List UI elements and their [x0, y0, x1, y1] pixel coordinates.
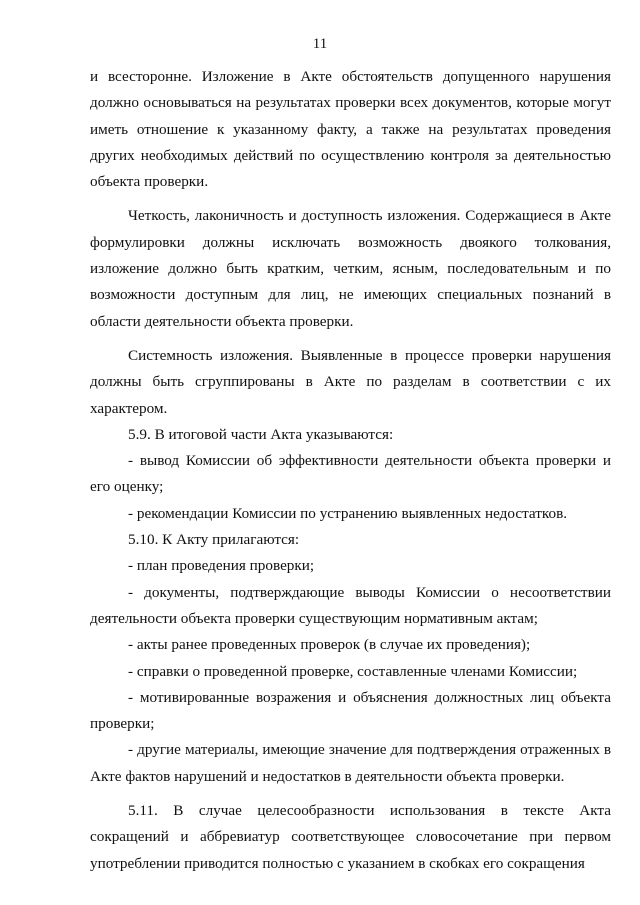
paragraph-section-5-11: 5.11. В случае целесообразности использования в тексте Акта сокращений и аббревиатур соответствующее словосочетание при первом употреблении приводится полностью с указанием в скобках его сокращения: [90, 802, 611, 872]
paragraph-section-5-10: 5.10. К Акту прилагаются:: [128, 531, 300, 549]
list-item-commission-conclusion: - вывод Комиссии об эффективности деятельности объекта проверки и его оценку;: [90, 452, 611, 496]
document-body: [90, 64, 611, 877]
list-item-objections: - мотивированные возражения и объяснения должностных лиц объекта проверки;: [90, 688, 611, 733]
list-item-reports: - справки о проведенной проверке, составленные членами Комиссии;: [128, 662, 578, 680]
list-item-recommendations: - рекомендации Комиссии по устранению выявленных недостатков.: [128, 504, 568, 522]
page-number: 11: [312, 36, 328, 52]
paragraph-continuation: и всесторонне. Изложение в Акте обстоятельств допущенного нарушения должно основываться на результатах проверки всех документов, которые могут иметь отношение к указанному факту, а также на результатах проведения других необходимых действий по осуществлению контроля за деятельностью объекта проверки.: [90, 68, 611, 191]
list-item-previous-acts: - акты ранее проведенных проверок (в случае их проведения);: [128, 636, 531, 654]
list-item-inspection-plan: - план проведения проверки;: [128, 557, 315, 575]
list-item-other-materials: - другие материалы, имеющие значение для подтверждения отраженных в Акте фактов нарушений и недостатков в деятельности объекта проверки.: [90, 741, 611, 785]
paragraph-section-5-9: 5.9. В итоговой части Акта указываются:: [128, 425, 394, 443]
list-item-supporting-documents: - документы, подтверждающие выводы Комиссии о несоответствии деятельности объекта проверки существующим нормативным актам;: [90, 583, 611, 627]
paragraph-systematic: Системность изложения. Выявленные в процессе проверки нарушения должны быть сгруппированы в Акте по разделам в соответствии с их характером.: [90, 346, 611, 417]
paragraph-clarity: Четкость, лаконичность и доступность изложения. Содержащиеся в Акте формулировки должны исключать возможность двоякого толкования, изложение должно быть кратким, четким, ясным, последовательным и по возможности доступным для лиц, не имеющих специальных познаний в области деятельности объекта проверки.: [90, 207, 611, 330]
